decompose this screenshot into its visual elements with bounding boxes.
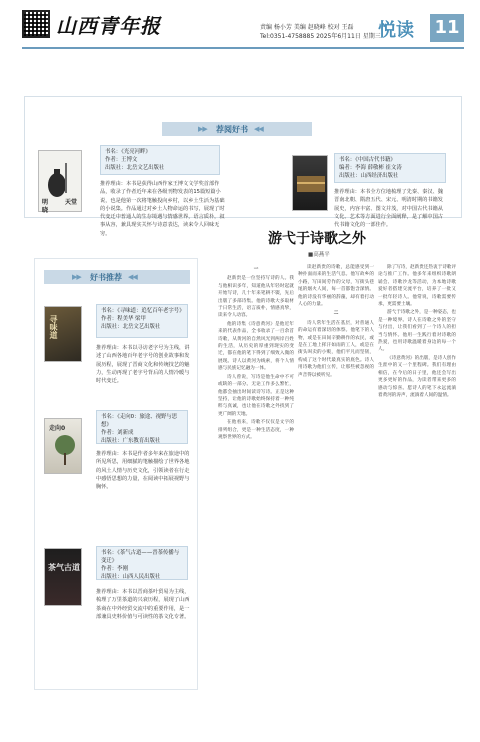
cover-text-2: 天堂 (65, 199, 78, 206)
book-author: 作者：王博文 (105, 157, 138, 163)
section-marker: 一 (253, 267, 259, 272)
paragraph: 诗人常年生活在基层，对普通人的命运有着深切的体察。他笔下的人物，或是在田间辛勤耕作的农民，或是在工地上挥汗如雨的工人，或是在街头叫卖的小贩，他们平凡而坚韧，构成了这个时代最真实的底色。诗人用诗歌为他们立传，让那些被忽视的声音得以被听见。 (298, 320, 374, 378)
qr-code-icon (22, 10, 50, 38)
article-column-1 (218, 264, 294, 694)
article-column-3 (378, 264, 456, 694)
paragraph: 他的诗集《诗意黄河》是他近年来的代表作品，全书收录了一百余首诗歌，从黄河的自然风光到两岸百姓的生活，从历史的厚重到现实的变迁，都在他的笔下得到了细致入微的展现。诗人以黄河为线索，将个人情感与民族记忆融为一体。 (218, 321, 294, 372)
paragraph: 游弋于诗歌之外，是一种姿态，也是一种境界。诗人在诗歌之外的坚守与付出，让我们看到了一个诗人的担当与情怀。他用一生践行着对诗歌的热爱，也用诗歌温暖着身边的每一个人。 (378, 310, 456, 353)
book-info-1 (100, 145, 220, 175)
paragraph: 除了写诗，赵新贵还热衷于诗歌评论与推广工作。他多年来组织诗歌朗诵会、诗歌沙龙等活动，为本地诗歌爱好者搭建交流平台，培养了一批又一批年轻诗人。他常说，诗歌需要传承，更需要土壤。 (378, 265, 456, 308)
recommend-banner-title: 荐阅好书 (216, 125, 248, 134)
paragraph: 在他看来，诗歌不仅仅是文字的排列组合，更是一种生活态度，一种观察世界的方式。 (218, 420, 294, 440)
book-info-2 (334, 153, 446, 183)
issue-date: Tel:0351-4758885 2025年6月11日 星期三 (260, 33, 381, 40)
page-number: 11 (430, 14, 464, 42)
cover-text-1: 明 (42, 199, 49, 206)
goodbook-cover-1 (44, 306, 82, 362)
goodbook-cover-text: 寻味道 (49, 315, 58, 339)
book-publisher: 出版社：北岳文艺出版社 (101, 324, 161, 330)
book-title: 书名：《茶气古道——晋茶传播与变迁》 (101, 550, 180, 564)
paragraph: 《诗意黄河》的出版，是诗人创作生涯中的又一个里程碑。我们有理由相信，在今后的日子里，他还会写出更多更好的作品，为读者带来更多的感动与惊喜。愿诗人的笔下永远流淌着黄河的涛声，流淌着人间的温情。 (378, 355, 456, 398)
article-byline: ■高燕平 (308, 252, 330, 258)
book-title: 书名：《光亮河畔》 (105, 149, 151, 155)
section-title: 悦读 (378, 20, 414, 41)
goodbook-cover-text: 走向0 (49, 425, 66, 432)
book-title: 书名：《寻味道：追忆百年老字号》 (101, 308, 185, 314)
book-publisher: 出版社：山西经济出版社 (339, 173, 399, 179)
goodbook-info-3 (96, 546, 188, 580)
goodbook-info-2 (96, 410, 188, 444)
paragraph: 读赵新贵的诗歌，总能感受到一种扑面而来的生活气息。他写故乡的小路，写田间劳作的父母，写街头巷尾的烟火人间，每一首都饱含深情。他的诗没有华丽的辞藻，却有着打动人心的力量。 (298, 265, 374, 308)
book-reason-2: 推荐理由：本书全方位地梳理了先秦、秦汉、魏晋南北朝、隋唐五代、宋元、明清时期的书籍发展史，内容丰富、图文并茂，对中国古代书籍从文化、艺术等方面进行全面阐释，是了解中国古代书籍文化的一部佳作。 (334, 189, 443, 229)
goodbook-cover-text: 茶气古道 (48, 563, 80, 572)
book-cover-2 (292, 155, 328, 211)
goodbook-info-1 (96, 304, 188, 338)
book-author: 作者：刘新成 (101, 430, 134, 436)
chevron-right-icon: ▶▶ (198, 125, 207, 133)
goodbook-reason-3: 推荐理由：本书以晋商茶叶贸易为主线，梳理了万里茶道的兴衰历程，展现了山西茶商在中外经贸交流中的重要作用，是一部兼具史料价值与可读性的茶文化专著。 (96, 589, 190, 620)
chevron-left-icon: ◀◀ (128, 273, 137, 281)
book-author: 编者：李海 薛敬彬 崔文涛 (339, 165, 402, 171)
chevron-right-icon: ▶▶ (72, 273, 81, 281)
book-reason-1: 推荐理由：本书是获得山西作家王博文文学奖首部作品，收录了作者近年来在各级刊物发表的15篇短篇小说，也是他第一次将笔触投向乡村，以乡土生活为基础的小说集。作品通过对乡土人物命运的书写，展现了时代变迁中普通人的生存境遇与情感世界，语言质朴，叙事从容，兼具现实关怀与诗意表达，读来令人回味无穷。 (100, 181, 225, 237)
book-spine-icon (293, 156, 329, 212)
book-title: 书名：《中国古代书籍》 (339, 157, 396, 163)
goodbook-cover-3 (44, 548, 82, 606)
book-cover-1 (38, 150, 82, 212)
goodbook-reason-1: 推荐理由：本书以寻访老字号为主线，讲述了山西各地百年老字号的创业故事和发展历程，展现了晋商文化和传统技艺的魅力，生动再现了老字号背后的人情冷暖与时代变迁。 (96, 345, 190, 385)
newspaper-logo: 山西青年报 (56, 14, 161, 38)
paragraph: 诗人曾说，写诗是他生命中不可或缺的一部分。无论工作多么繁忙，他都会抽出时间读诗写诗。正是这种坚持，让他的诗歌始终保持着一种纯粹与真诚，也让他在诗歌之外找到了更广阔的天地。 (218, 374, 294, 417)
header-rule (22, 47, 464, 49)
book-author: 作者：程美华 梁甲 (101, 316, 146, 322)
book-publisher: 出版社：广东教育出版社 (101, 438, 161, 444)
goodbooks-banner-title: 好书推荐 (90, 273, 122, 282)
goodbook-reason-2: 推荐理由：本书是作者多年来在旅途中的所见所思，用细腻的笔触描绘了世界各地的风土人情与历史文化，引领读者在行走中感悟思想的力量，在阅读中拓展视野与胸怀。 (96, 451, 190, 491)
cover-text-3: 晓 (42, 207, 49, 214)
paragraph: 赵新贵是一位坚持写诗的人。我与他相识多年，知道他从年轻时起就开始写诗，几十年来笔耕不辍，先后出版了多部诗集。他的诗歌大多取材于日常生活，语言质朴，情感真挚，读来令人动容。 (218, 276, 294, 319)
masthead (0, 0, 480, 48)
book-publisher: 出版社：北岳文艺出版社 (105, 165, 165, 171)
article-title: 游弋于诗歌之外 (268, 231, 366, 247)
book-publisher: 出版社：山西人民出版社 (101, 574, 161, 580)
goodbook-cover-2 (44, 418, 82, 474)
section-marker: 二 (333, 311, 339, 317)
editor-credits: 责编 杨小芳 美编 赵晓峰 校对 王磊 (260, 24, 354, 31)
book-author: 作者：李刚 (101, 566, 128, 572)
chevron-left-icon: ◀◀ (254, 125, 263, 133)
book-title: 书名：《走向0：旅途、视野与思想》 (101, 414, 178, 428)
article-column-2 (298, 264, 374, 694)
